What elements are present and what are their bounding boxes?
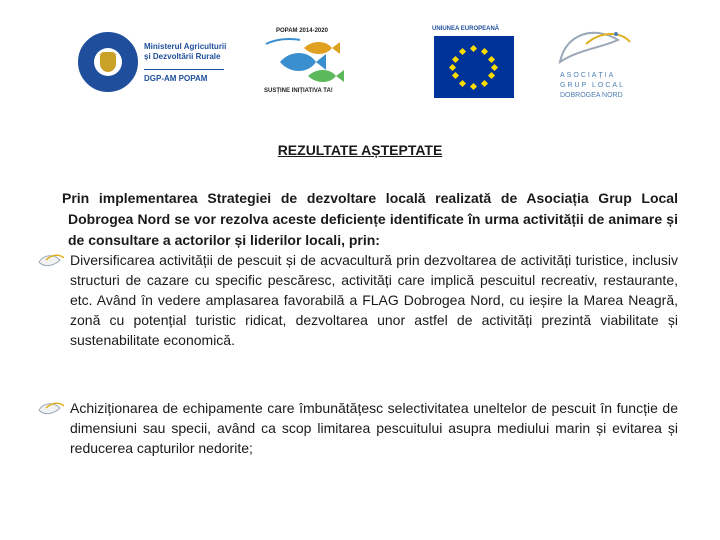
asociatia-line2: GRUP LOCAL: [560, 82, 625, 89]
ministry-logo: [78, 32, 228, 96]
asociatia-logo: [556, 22, 636, 102]
fish-bullet-icon: [36, 398, 66, 418]
asociatia-line3: DOBROGEA NORD: [560, 92, 623, 99]
eu-logo: [432, 26, 516, 102]
logo-bar: [0, 0, 720, 120]
popam-logo: [260, 28, 360, 98]
popam-title: POPAM 2014-2020: [276, 28, 328, 34]
asociatia-line1: ASOCIAȚIA: [560, 72, 616, 79]
fish-bullet-icon: [36, 250, 66, 270]
ministry-name-line2: și Dezvoltării Rurale: [144, 52, 221, 61]
popam-slogan: SUSȚINE INIȚIATIVA TA!: [264, 88, 333, 94]
fish-line-logo-icon: [556, 22, 636, 66]
ministry-name-line1: Ministerul Agriculturii: [144, 42, 227, 51]
fish-icon: [260, 36, 360, 88]
list-item-text: Achiziționarea de echipamente care îmbunătățesc selectivitatea uneltelor de pescuit în funcție de dimensiuni sau specii, având ca scop limitarea pescuitului asupra mediului marin și evitarea și reducerea capturilor nedorite;: [70, 400, 678, 456]
intro-paragraph: [62, 188, 678, 251]
romania-government-seal-icon: [78, 32, 138, 92]
list-item-text: Diversificarea activității de pescuit și de acvacultură prin dezvoltarea de activități turistice, inclusiv structuri de cazare cu specific pescăresc, activități care implică pescuitul recreativ, restaurante, etc. Având în vedere amplasarea favorabilă a FLAG Dobrogea Nord, cu ieșire la Marea Neagră, zonă cu potențial turistic ridicat, dezvoltarea unor astfel de activități prezintă viabilitate și sustenabilitate economică.: [70, 252, 678, 348]
eu-flag-icon: [434, 36, 514, 98]
page-title: REZULTATE AȘTEPTATE: [277, 142, 443, 158]
intro-text: Prin implementarea Strategiei de dezvoltare locală realizată de Asociația Grup Local Dobrogea Nord se vor rezolva aceste deficiențe identificate în urma activității de animare și de consultare a actorilor și liderilor locali, prin:: [62, 190, 678, 248]
eu-title: UNIUNEA EUROPEANĂ: [432, 26, 500, 32]
ministry-department: DGP-AM POPAM: [144, 74, 208, 83]
